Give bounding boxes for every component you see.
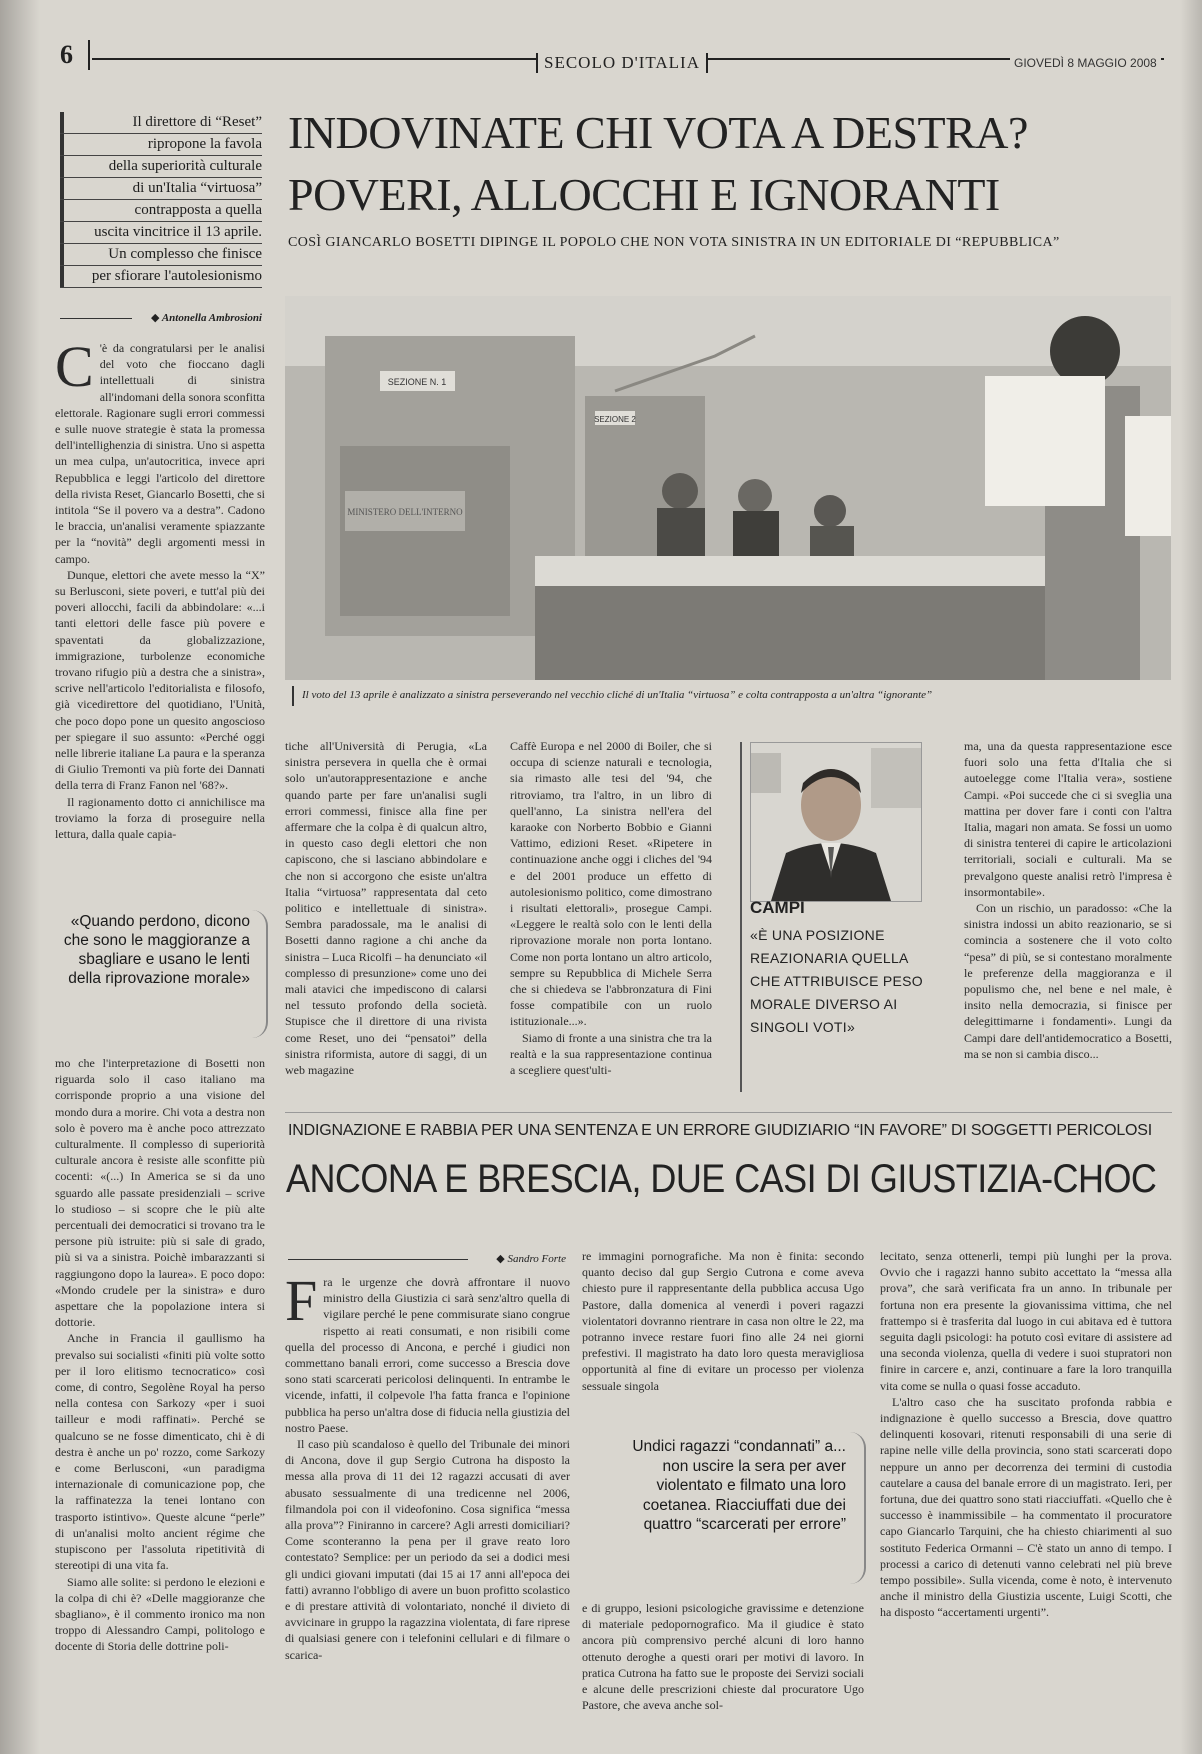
page-number: 6 xyxy=(60,40,90,70)
article2-column-1 xyxy=(285,1274,570,1734)
paragraph: L'altro caso che ha suscitato profonda rabbia e indignazione è quello successo a Brescia, dove quattro delinquenti kosovari, ritenuti responsabili di una serie di rapine nelle ville della provincia, sono stati scarcerati dopo neppure un anno per decorrenza dei termini di custodia cautelare a causa del banale errore di un magistrato. Ieri, per fortuna, due dei quattro sono stati riacciuffati. «Quello che è successo è inammissibile – ha commentato il procuratore capo Giancarlo Tarquini, che ha chiesto chiarimenti al suo sostituto Federica Ormanni – C'è stato un anno di tempo. I processi a carico di detenuti vanno celebrati nel più breve tempo possibile». Sulla vicenda, come è noto, è intervenuto anche il ministro della Giustizia uscente, Luigi Scotti, che ha disposto “accertamenti urgenti”. xyxy=(880,1394,1172,1620)
dateline: GIOVEDÌ 8 MAGGIO 2008 xyxy=(1010,53,1161,73)
photo-caption: Il voto del 13 aprile è analizzato a sinistra perseverando nel vecchio cliché di un'Italia “virtuosa” e colta contrapposta a un'altra “ignorante” xyxy=(302,689,933,701)
interview-rule xyxy=(740,742,742,1092)
paragraph: e di gruppo, lesioni psicologiche gravissime e detenzione di materiale pedopornografico. Ma il giudice è stato ancora più comprensivo perché alcuni di loro hanno ottenuto deroghe a questi orari per motivi di lavoro. In pratica Cutrona ha fatto sue le proposte dei Servizi sociali e alcune delle prescrizioni chieste dal procuratore Ugo Pastore, che aveva anche sol- xyxy=(582,1601,864,1713)
scan-shadow-left xyxy=(0,0,40,1754)
photo-sign-2: SEZIONE 2 xyxy=(594,415,636,424)
paragraph: re immagini pornografiche. Ma non è finita: secondo quanto deciso dal gup Sergio Cutrona e come aveva chiesto pure il rappresentante della pubblica accusa Ugo Pastore, dalla domenica al venerdì i poveri ragazzi violentatori dovranno rientrare in casa non oltre le 22, ma potranno invece restare fuori fino alle 24 nei giorni prefestivi. Il magistrato ha dato loro questa meravigliosa opportunità al fine di evitare un processo per violenza sessuale singola xyxy=(582,1249,864,1393)
pull-quote-brace xyxy=(850,1432,866,1584)
article1-column-3 xyxy=(510,738,712,1108)
article2-column-3 xyxy=(880,1248,1172,1734)
article1-column-1 xyxy=(55,340,265,906)
paragraph: Siamo di fronte a una sinistra che tra la realtà e la sua rappresentazione continua a scegliere quest'ulti- xyxy=(510,1030,712,1078)
sommario-line: di un'Italia “virtuosa” xyxy=(60,178,262,200)
sommario-line: Il direttore di “Reset” xyxy=(60,112,262,134)
paragraph: tiche all'Università di Perugia, «La sinistra persevera in quella che è ormai solo un'autorappresentazione e anche quando parte per fare un'analisi sugli errori commessi, finisce alla fine per affermare che la colpa è di qualcun altro, in questo caso degli elettori che non capiscono, che si lasciano abbindolare e che non si accorgono che esiste un'altra Italia “virtuosa” rappresentata dal ceto politico e intellettuale di sinistra». Sembra paradossale, ma le analisi di Bosetti danno ragione a chi anche da sinistra – Luca Ricolfi – ha denunciato «il complesso di presunzione» come uno dei mali atavici che impediscono di calarsi nel tessuto profondo della società. Stupisce che il direttore di una rivista come Reset, uno dei “pensatoi” della sinistra riformista, autore di saggi, di un web magazine xyxy=(285,739,487,1078)
paragraph: Il caso più scandaloso è quello del Tribunale dei minori di Ancona, dove il gup Sergio Cutrona ha disposto la messa alla prova di 11 dei 12 ragazzi accusati di aver abusato sessualmente di una tredicenne nel 2006, filmandola poi con il videofonino. Cosa significa “messa alla prova”? Finiranno in carcere? Agli arresti domiciliari? Come sconteranno la pena per il grave reato loro contestato? Semplice: per un periodo da sei a dodici mesi gli undici giovani imputati (dai 15 ai 17 anni all'epoca dei fatti) avranno l'obbligo di avere un buon profitto scolastico e di prestare attività di volontariato, nonché il divieto di avvicinare in gruppo la ragazzina violentata, di fare riprese di qualsiasi genere con i telefonini cellulari e di filmare o scarica- xyxy=(285,1437,570,1662)
paragraph: Siamo alle solite: si perdono le elezioni e la colpa di chi è? «Delle maggioranze che sbagliano», è il commento ironico ma non troppo di Alessandro Campi, politologo e docente di Storia delle dottrine poli- xyxy=(55,1574,265,1654)
headline-line-2: POVERI, ALLOCCHI E IGNORANTI xyxy=(288,169,1000,220)
sommario-line: Un complesso che finisce xyxy=(60,244,262,266)
photo-sign-1: SEZIONE N. 1 xyxy=(387,377,447,387)
article1-column-2 xyxy=(285,738,487,1108)
scan-shadow-right xyxy=(1180,0,1202,1754)
interview-quote: «È UNA POSIZIONE REAZIONARIA QUELLA CHE ATTRIBUISCE PESO MORALE DIVERSO AI SINGOLI VOTI» xyxy=(750,927,923,1035)
article1-column-1-continued xyxy=(55,1055,265,1735)
subheadline: COSÌ GIANCARLO BOSETTI DIPINGE IL POPOLO CHE NON VOTA SINISTRA IN UN EDITORIALE DI “REPUBBLICA” xyxy=(288,235,1060,250)
article2-headline: ANCONA E BRESCIA, DUE CASI DI GIUSTIZIA-CHOC xyxy=(286,1157,1157,1201)
polling-station-photo xyxy=(285,296,1171,680)
article2-kicker: INDIGNAZIONE E RABBIA PER UNA SENTENZA E UN ERRORE GIUDIZIARIO “IN FAVORE” DI SOGGETTI PERICOLOSI xyxy=(288,1122,1152,1139)
paragraph: C 'è da congratularsi per le analisi del voto che fioccano dagli intellettuali di sinistra all'indomani della sonora sconfitta elettorale. Ragionare sugli errori commessi e sulle nuove strategie è stata la promessa dell'intellighenzia di sinistra. Uno si aspetta un mea culpa, un'autocritica, invece apri Repubblica e leggi l'articolo del direttore della rivista Reset, Giancarlo Bosetti, che si intitola “Se il povero va a destra”. Cadono le braccia, un'analisi veramente spiazzante per la “novità” degli argomenti messi in campo. xyxy=(55,340,265,566)
sommario-line: contrapposta a quella xyxy=(60,200,262,222)
byline-author: Antonella Ambrosioni xyxy=(161,312,262,324)
section-divider xyxy=(285,1112,1172,1113)
article2-column-2-continued xyxy=(582,1600,864,1734)
sommario-line: uscita vincitrice il 13 aprile. xyxy=(60,222,262,244)
byline: ◆ Antonella Ambrosioni xyxy=(151,312,262,324)
article2-column-2 xyxy=(582,1248,864,1443)
article1-column-5 xyxy=(964,738,1172,1108)
paragraph: lecitato, senza ottenerli, tempi più lunghi per la prova. Ovvio che i ragazzi hanno subito accettato la “messa alla prova”, che sarà verificata fra un anno. In tribunale per fortuna non era presente la giovanissima vittima, che nel frattempo si è trasferita dal luogo in cui abitava ed è tuttora seguita dagli psicologi: ha potuto così evitare di assistere ad una seconda violenza, quella di vedere i suoi stupratori non finire in carcere e, anzi, continuare a fare la loro tranquilla vita come se nulla o quasi fosse accaduto. xyxy=(880,1249,1172,1393)
portrait-photo xyxy=(750,742,922,902)
dropcap: C xyxy=(55,340,94,399)
paragraph: Caffè Europa e nel 2000 di Boiler, che si occupa di scienze naturali e tecnologia, sia rimasto alle tesi del '94, che ritroviamo, tra l'altro, in un libro di quell'anno, La sinistra nell'era del karaoke con Norberto Bobbio e Gianni Vattimo, edizioni Reset. «Ripetere in continuazione anche oggi i cliches del '94 e del 2001 produce un effetto di autolesionismo politico, come dimostrano i risultati elettorali», prosegue Campi. «Leggere le realtà solo con le lenti della riprovazione morale non porta lontano. Come non porta lontano un altro articolo, sempre su Repubblica di Michele Serra che si chiedeva se l'abbronzatura di Fini fosse compatibile con un ruolo istituzionale...». xyxy=(510,739,712,1029)
dropcap: F xyxy=(285,1274,318,1333)
sommario xyxy=(60,112,262,288)
portrait-illustration xyxy=(751,743,921,901)
paragraph: Anche in Francia il gaullismo ha prevalso sui socialisti «finiti più volte sotto per il loro elitismo tecnocratico» così come, di contro, Segolène Royal ha perso nella contesa con Sarkozy «per i suoi tailleur e modi raffinati». Perché se qualcuno se ne fosse dimenticato, chi è di destra è anche un po' rozzo, come Sarkozy e come Berlusconi, «un paradigma internazionale di comunicazione pop, che la raffinatezza la tenei lontano con trasporto istintivo». Queste alcune “perle” di un'analisi molto ancient régime che stupiscono per l'assoluta ripetitività di stereotipi di una vita fa. xyxy=(55,1331,265,1573)
paragraph: Fra le urgenze che dovrà affrontare il nuovo ministro della Giustizia ci sarà senz'altro quella di vigilare perché le pene commisurate siano congrue rispetto ai reati consumati, e non risibili come quella del processo di Ancona, e perché i giudici non commettano banali errori, come successo a Brescia dove sono stati scarcerati pericolosi delinquenti. In entrambe le vicende, infatti, il colpevole l'ha fatta franca e l'opinione pubblica ha perso un'altra dose di fiducia nella giustizia del nostro Paese. xyxy=(285,1274,570,1435)
paragraph: Dunque, elettori che avete messo la “X” su Berlusconi, siete poveri, e tutt'al più dei poveri allocchi, facili da abbindolare: «...i tanti elettori delle fasce più povere e spaventati da globalizzazione, immigrazione, turbolenze economiche trovano rifugio più a destra che a sinistra», scrive nell'articolo l'editorialista e filosofo, già vicedirettore del quotidiano, l'Unità, che poco dopo pone un quesito angoscioso per spiegare il suo assunto: «Perché oggi nelle librerie italiane La paura e la speranza di Giulio Tremonti va più forte dei Dannati della terra di Franz Fanon nel '68?». xyxy=(55,567,265,793)
sommario-line: ripropone la favola xyxy=(60,134,262,156)
paragraph: Con un rischio, un paradosso: «Che la sinistra indossi un abito reazionario, se si comincia a sostenere che il voto colto “pesa” di più, se si contestano moralmente le preferenze della maggioranza e il populismo che, nel bene e nel male, è insito nella democrazia, si finisce per delegittimarne i fondamenti». Lungi da Campi dare dell'antidemocratico a Bosetti, ma se non si cambia disco... xyxy=(964,901,1172,1061)
paragraph: ma, una da questa rappresentazione esce fuori solo una fetta d'Italia che si autoelegge come l'Italia vera», sostiene Campi. «Poi succede che ci si sveglia una mattina per dover fare i conti con l'altra Italia, magari non amata. Se fossi un uomo di sinistra tenterei di capire le articolazioni territoriali, sociali e culturali. Ma se prevalgono queste analisi retrò l'impresa è insormontabile». xyxy=(964,739,1172,899)
masthead: SECOLO D'ITALIA xyxy=(536,53,708,73)
pull-quote-brace xyxy=(252,910,268,1038)
pull-quote: «Quando perdono, dicono che sono le maggioranze a sbagliare e usano le lenti della riprovazione morale» xyxy=(63,913,250,987)
sommario-line: per sfiorare l'autolesionismo xyxy=(60,266,262,288)
byline: ◆ Sandro Forte xyxy=(496,1253,566,1265)
paragraph: mo che l'interpretazione di Bosetti non riguarda solo il caso italiano ma corrisponde proprio a una visione del mondo dura a morire. Chi vota a destra non solo è povero ma è anche poco attrezzato culturalmente. Il complesso di superiorità culturale ancora è resiste alle sconfitte più cocenti: «(...) In America se si da uno sguardo alle passate presidenziali – scrive lo studioso – si scopre che le più alte percentuali dei democratici si trovano tra le persone più istruite: più si sale di grado, più si va a sinistra. Poichè imbarazzanti si raggiungono dopo la laurea». E poco dopo: «Mondo crudele per la sinistra» e duro aspettare che la popolazione intera si dottorie. xyxy=(55,1056,265,1330)
photo-illustration xyxy=(285,296,1171,680)
headline-line-1: INDOVINATE CHI VOTA A DESTRA? xyxy=(288,107,1028,158)
byline-author: Sandro Forte xyxy=(507,1253,566,1265)
interview-name: CAMPI xyxy=(750,898,805,917)
pull-quote: Undici ragazzi “condannati” a... non uscire la sera per aver violentato e filmato una loro coetanea. Riacciuffati due dei quattro “scarcerati per errore” xyxy=(632,1438,846,1533)
caption-bar xyxy=(292,686,294,706)
paragraph: Il ragionamento dotto ci annichilisce ma troviamo la forza di proseguire nella lettura, dalla quale capia- xyxy=(55,794,265,842)
sommario-line: della superiorità culturale xyxy=(60,156,262,178)
photo-banner: MINISTERO DELL'INTERNO xyxy=(347,507,463,517)
